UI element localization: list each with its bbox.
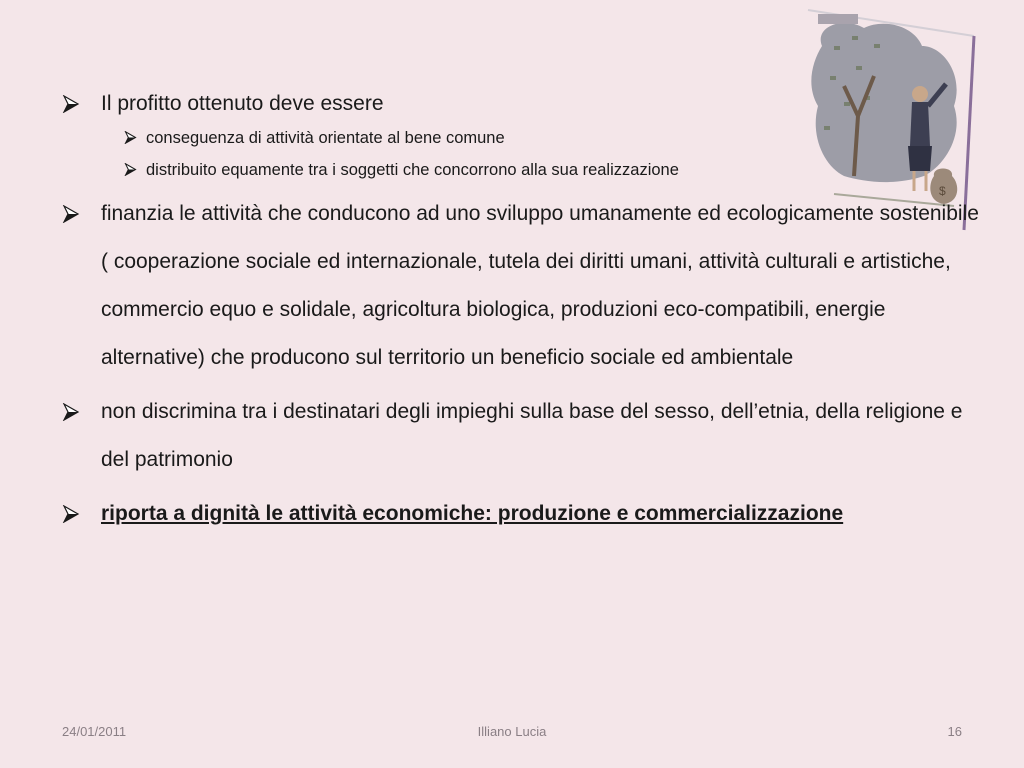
arrow-bullet-icon [62, 205, 80, 223]
bullet-item [62, 80, 982, 128]
bullet-text: riporta a dignità le attività economiche: produzione e commercializzazione [101, 502, 844, 525]
footer-page-number: 16 [947, 724, 962, 739]
sub-bullet-item [62, 122, 982, 154]
bullet-text: finanzia le attività che conducono ad uno sviluppo umanamente ed ecologicamente sostenibile ( cooperazione sociale ed internazionale, tutela dei diritti umani, attività culturali e artistiche, commercio equo e solidale, agricoltura biologica, produzioni eco-compatibili, energie alternative) che producono sul territorio un beneficio sociale ed ambientale [101, 202, 979, 369]
sub-bullet-text: conseguenza di attività orientate al bene comune [146, 129, 505, 147]
sub-bullet-group [62, 122, 982, 186]
bullet-list [62, 80, 982, 538]
arrow-bullet-icon [62, 403, 80, 421]
footer-date: 24/01/2011 [62, 724, 127, 739]
sub-bullet-item [62, 154, 982, 186]
bullet-item [62, 190, 982, 382]
bullet-item [62, 388, 982, 484]
sub-bullet-text: distribuito equamente tra i soggetti che concorrono alla sua realizzazione [146, 161, 679, 179]
arrow-bullet-icon [124, 163, 137, 176]
bullet-text: non discrimina tra i destinatari degli impieghi sulla base del sesso, dell’etnia, della religione e del patrimonio [101, 400, 963, 471]
bullet-text: Il profitto ottenuto deve essere [101, 92, 384, 115]
svg-text:$: $ [939, 184, 946, 198]
footer-author: Illiano Lucia [477, 724, 547, 739]
arrow-bullet-icon [124, 131, 137, 144]
arrow-bullet-icon [62, 505, 80, 523]
arrow-bullet-icon [62, 95, 80, 113]
bullet-item-emphasis [62, 490, 982, 538]
